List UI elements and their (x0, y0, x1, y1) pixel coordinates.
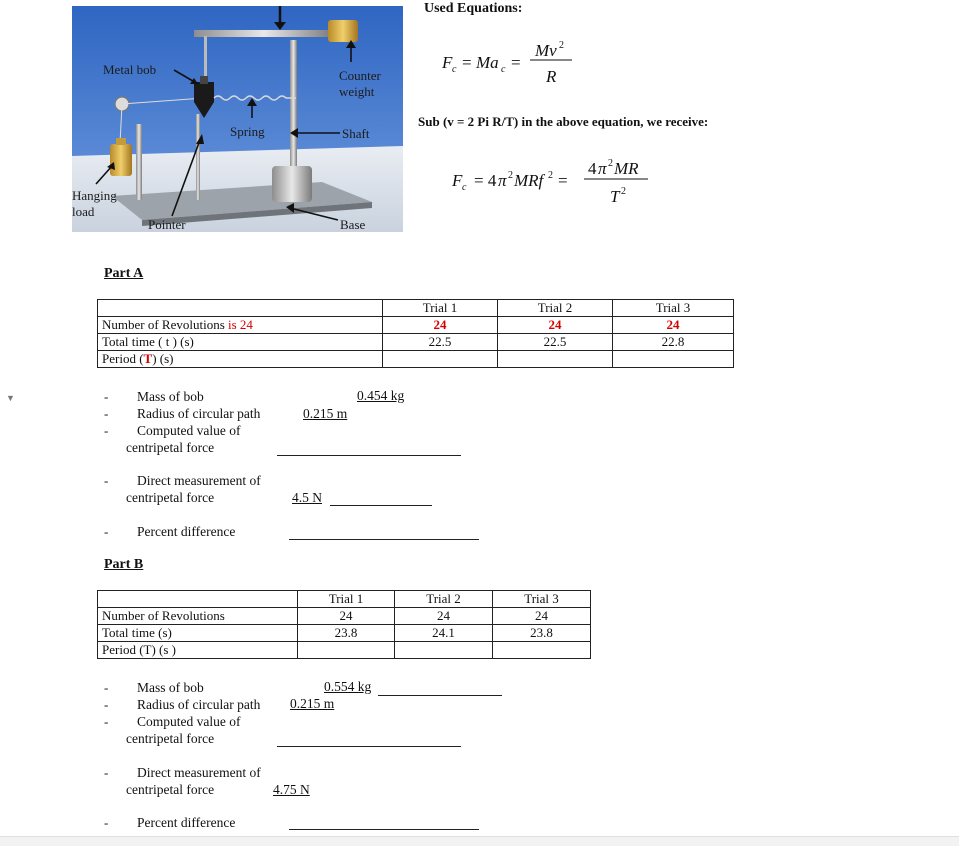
bullet-dash: - (104, 714, 109, 729)
equation-force-mv2-over-r (440, 38, 620, 88)
period-symbol: T (143, 351, 153, 366)
part-a-radius-label: Radius of circular path (137, 406, 261, 421)
svg-text:π: π (498, 171, 507, 190)
row-label-total-time: Total time (s) (98, 625, 298, 642)
table-row (98, 625, 591, 642)
row-label-total-time: Total time ( t ) (s) (98, 334, 383, 351)
part-a-direct-label-line1: Direct measurement of (137, 473, 261, 488)
part-b-computed-answer-line[interactable] (277, 746, 461, 747)
part-b-mass-value[interactable]: 0.554 kg (324, 679, 372, 694)
period-trial-3[interactable] (493, 642, 591, 659)
svg-text:=: = (511, 53, 521, 72)
label-counter-weight-line1: Counter (339, 68, 381, 83)
revolutions-trial-3: 24 (613, 317, 734, 334)
time-trial-1: 22.5 (383, 334, 498, 351)
bullet-dash: - (104, 815, 109, 830)
part-a-mass-label: Mass of bob (137, 389, 204, 404)
revolutions-trial-1: 24 (298, 608, 395, 625)
svg-text:c: c (501, 64, 506, 75)
svg-text:MRf: MRf (514, 171, 544, 190)
time-trial-3: 22.8 (613, 334, 734, 351)
part-b-direct-value[interactable]: 4.75 N (273, 782, 310, 797)
label-shaft: Shaft (342, 126, 370, 141)
table-row (98, 351, 734, 368)
part-a-percent-label: Percent difference (137, 524, 236, 539)
table-header-trial-2: Trial 2 (395, 591, 493, 608)
table-header-trial-3: Trial 3 (613, 300, 734, 317)
bullet-dash: - (104, 406, 109, 421)
revolutions-trial-2: 24 (395, 608, 493, 625)
part-a-title: Part A (104, 266, 144, 281)
svg-text:π: π (598, 159, 607, 178)
svg-text:c: c (462, 182, 467, 193)
table-header-trial-1: Trial 1 (298, 591, 395, 608)
period-suffix: ) (s) (152, 351, 174, 366)
part-b-direct-label-line2: centripetal force (126, 782, 215, 797)
row-label-revolutions (98, 317, 383, 334)
svg-text:Mv: Mv (535, 41, 557, 60)
bullet-dash: - (104, 473, 109, 488)
revolutions-trial-2: 24 (498, 317, 613, 334)
equations-heading: Used Equations: (424, 1, 523, 16)
row-label-period: Period (T) (s ) (98, 642, 298, 659)
part-a-direct-value[interactable]: 4.5 N (292, 490, 322, 505)
period-trial-1[interactable] (383, 351, 498, 368)
svg-text:c: c (452, 64, 457, 75)
table-row (98, 317, 734, 334)
equation-force-4pi2mrf2 (450, 152, 680, 208)
part-b-table (97, 590, 591, 659)
part-b-mass-answer-line[interactable] (378, 695, 502, 696)
part-a-direct-label-line2: centripetal force (126, 490, 215, 505)
svg-text:2: 2 (508, 170, 513, 181)
row-label-period (98, 351, 383, 368)
table-row (98, 300, 734, 317)
time-trial-3: 23.8 (493, 625, 591, 642)
label-base: Base (340, 217, 366, 232)
bullet-dash: - (104, 423, 109, 438)
bullet-dash: - (104, 524, 109, 539)
part-a-direct-answer-line[interactable] (330, 505, 432, 506)
table-header-trial-3: Trial 3 (493, 591, 591, 608)
bullet-dash: - (104, 765, 109, 780)
substitution-note: Sub (v = 2 Pi R/T) in the above equation, we receive: (418, 114, 709, 129)
svg-text:2: 2 (608, 158, 613, 169)
svg-text:F: F (442, 53, 453, 72)
table-header-trial-1: Trial 1 (383, 300, 498, 317)
svg-text:2: 2 (621, 186, 626, 197)
part-a-table (97, 299, 734, 368)
table-row (98, 608, 591, 625)
period-trial-2[interactable] (395, 642, 493, 659)
period-trial-1[interactable] (298, 642, 395, 659)
svg-text:MR: MR (614, 159, 639, 178)
row-label-revolutions-note: is 24 (228, 317, 253, 332)
svg-text:= 4: = 4 (474, 171, 497, 190)
table-header-trial-2: Trial 2 (498, 300, 613, 317)
label-metal-bob: Metal bob (103, 62, 157, 77)
revolutions-trial-1: 24 (383, 317, 498, 334)
label-counter-weight-line2: weight (339, 84, 375, 99)
label-hanging-load-line2: load (72, 204, 95, 219)
bullet-dash: - (104, 680, 109, 695)
svg-text:4: 4 (588, 159, 597, 178)
table-row (98, 642, 591, 659)
table-row (98, 591, 591, 608)
period-trial-3[interactable] (613, 351, 734, 368)
part-b-title: Part B (104, 557, 144, 572)
part-b-mass-label: Mass of bob (137, 680, 204, 695)
part-b-direct-label-line1: Direct measurement of (137, 765, 261, 780)
time-trial-2: 22.5 (498, 334, 613, 351)
part-b-radius-value[interactable]: 0.215 m (290, 696, 335, 711)
part-a-computed-label-line1: Computed value of (137, 423, 241, 438)
apparatus-photo (72, 6, 403, 232)
chevron-down-icon[interactable]: ▼ (6, 393, 15, 403)
svg-text:F: F (452, 171, 463, 190)
svg-text:R: R (546, 67, 557, 86)
part-b-computed-label-line1: Computed value of (137, 714, 241, 729)
svg-text:2: 2 (548, 170, 553, 181)
part-b-radius-label: Radius of circular path (137, 697, 261, 712)
revolutions-trial-3: 24 (493, 608, 591, 625)
label-pointer: Pointer (148, 217, 186, 232)
label-spring: Spring (230, 124, 265, 139)
part-a-computed-label-line2: centripetal force (126, 440, 215, 455)
svg-text:=: = (462, 53, 472, 72)
time-trial-1: 23.8 (298, 625, 395, 642)
row-label-revolutions-text: Number of Revolutions (102, 317, 229, 332)
time-trial-2: 24.1 (395, 625, 493, 642)
svg-text:T: T (610, 187, 620, 206)
table-cell (98, 300, 383, 317)
bullet-dash: - (104, 389, 109, 404)
svg-text:Ma: Ma (476, 53, 499, 72)
period-prefix: Period ( (102, 351, 144, 366)
table-row (98, 334, 734, 351)
label-hanging-load-line1: Hanging (72, 188, 117, 203)
part-a-percent-answer-line[interactable] (289, 539, 479, 540)
svg-text:2: 2 (559, 40, 564, 51)
bullet-dash: - (104, 697, 109, 712)
part-a-computed-answer-line[interactable] (277, 455, 461, 456)
table-cell (98, 591, 298, 608)
part-b-percent-answer-line[interactable] (289, 829, 479, 830)
part-b-computed-label-line2: centripetal force (126, 731, 215, 746)
row-label-revolutions: Number of Revolutions (98, 608, 298, 625)
svg-text:=: = (558, 171, 568, 190)
period-trial-2[interactable] (498, 351, 613, 368)
part-a-radius-value[interactable]: 0.215 m (303, 406, 348, 421)
apparatus-illustration (72, 6, 403, 232)
part-b-percent-label: Percent difference (137, 815, 236, 830)
part-a-mass-value[interactable]: 0.454 kg (357, 388, 405, 403)
